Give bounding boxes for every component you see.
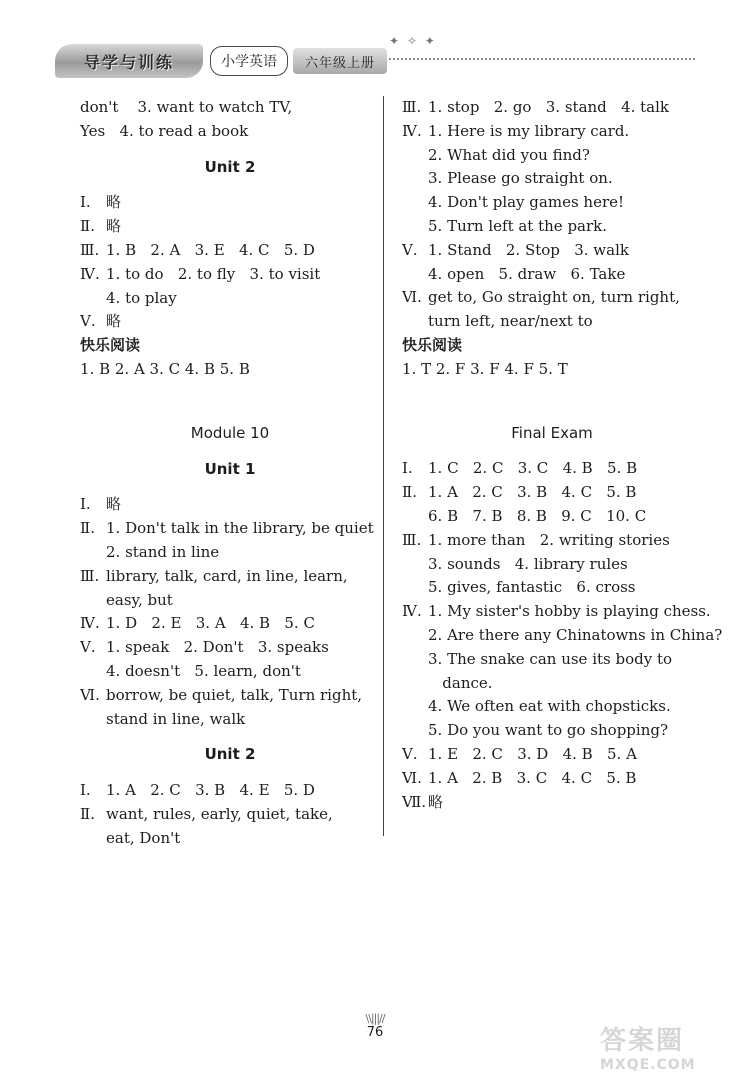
answer-text: 略 [106,495,122,514]
answer-text: 略 [428,792,444,811]
answer-text: 1. more than 2. writing stories [428,530,670,549]
answer-text: 4. open 5. draw 6. Take [428,264,626,283]
answer-text: 5. Turn left at the park. [428,216,608,235]
page-number: 76 [366,1025,384,1040]
watermark-url: MXQE.COM [600,1057,696,1073]
answer-line [80,660,380,684]
final-exam-answers [402,457,723,814]
item-numeral: Ⅴ. [80,638,96,657]
answer-line [402,191,702,215]
item-numeral: Ⅱ. [402,483,417,502]
answer-line [402,505,702,529]
answer-text: 4. doesn't 5. learn, don't [106,661,301,680]
item-numeral: Ⅱ. [80,217,95,236]
reading-answers-right: 1. T 2. F 3. F 4. F 5. T [402,359,568,378]
answer-line [402,215,702,239]
answer-text: get to, Go straight on, turn right, [428,288,680,307]
answer-line [80,684,380,708]
stars-icon: ✦ ✧ ✦ [389,34,437,48]
answer-line [80,565,380,589]
answer-line [80,612,380,636]
unit2-answers [80,191,380,334]
item-numeral: Ⅲ. [402,530,422,549]
series-badge [55,44,203,78]
answer-line: don't 3. want to watch TV, [80,98,293,116]
answer-line [402,576,702,600]
answer-line [402,310,702,334]
answer-line [402,239,702,263]
answer-line [80,827,380,851]
module10-title: Module 10 [190,423,270,442]
answer-line [402,167,702,191]
answer-line [402,791,702,815]
answer-line [402,457,702,481]
answer-line [80,191,380,215]
subject-label: 小学英语 [210,46,288,76]
answer-line [80,636,380,660]
answer-text: 4. We often eat with chopsticks. [428,697,671,716]
answer-line [402,767,702,791]
answer-text: stand in line, walk [106,709,246,728]
answer-line [402,120,702,144]
answer-text: 3. sounds 4. library rules [428,554,628,573]
answer-line [402,144,702,168]
answer-line [80,263,380,287]
answer-text: 3. Please go straight on. [428,169,613,188]
answer-line [80,708,380,732]
item-numeral: Ⅱ. [80,519,95,538]
answer-text: 5. Do you want to go shopping? [428,721,668,740]
answer-text: 4. Don't play games here! [428,193,625,212]
item-numeral: Ⅶ. [402,792,427,811]
header-dotted-rule [389,58,695,60]
item-numeral: Ⅵ. [402,768,422,787]
page-header [55,36,695,86]
m10-unit2-title: Unit 2 [204,745,256,764]
answer-line [402,263,702,287]
answer-text: 略 [106,217,122,236]
answer-text: 1. stop 2. go 3. stand 4. talk [428,98,670,116]
answer-text: 6. B 7. B 8. B 9. C 10. C [428,506,647,525]
item-numeral: Ⅳ. [402,121,422,140]
answer-text: 2. Are there any Chinatowns in China? [428,625,723,644]
answer-line [80,517,380,541]
answer-text: library, talk, card, in line, learn, [106,566,348,585]
answer-text: 1. A 2. C 3. B 4. C 5. B [428,483,637,502]
answer-text: turn left, near/next to [428,312,593,331]
answer-text: 1. D 2. E 3. A 4. B 5. C [106,614,315,633]
answer-text: 略 [106,312,122,331]
answer-line [80,493,380,517]
item-numeral: Ⅰ. [80,193,91,212]
answer-line [80,779,380,803]
right-top-answers [402,96,702,334]
sun-icon: \\|||// [365,1012,385,1025]
answer-line [402,624,723,648]
item-numeral: Ⅳ. [402,602,422,621]
answer-text: want, rules, early, quiet, take, [106,804,333,823]
item-numeral: Ⅳ. [80,264,100,283]
answer-line [402,286,702,310]
m10-unit1-title: Unit 1 [204,459,256,478]
answer-text: 1. Here is my library card. [428,121,630,140]
reading-answers: 1. B 2. A 3. C 4. B 5. B [80,359,250,378]
answer-text: 2. What did you find? [428,145,590,164]
answer-line [402,600,711,624]
answer-line [402,743,702,767]
answer-text: 1. to do 2. to fly 3. to visit [106,264,321,283]
series-title: 导学与训练 [83,52,174,72]
item-numeral: Ⅲ. [80,240,100,259]
item-numeral: Ⅵ. [80,685,100,704]
answer-text: 2. stand in line [106,542,220,561]
answer-text: 1. Stand 2. Stop 3. walk [428,240,629,259]
answer-line [402,672,702,696]
item-numeral: Ⅰ. [80,495,91,514]
item-numeral: Ⅳ. [80,614,100,633]
answer-text: 1. A 2. B 3. C 4. C 5. B [428,768,637,787]
answer-text: 1. B 2. A 3. E 4. C 5. D [106,240,315,259]
answer-text: 1. Don't talk in the library, be quiet [106,519,374,538]
item-numeral: Ⅴ. [402,240,418,259]
watermark-title: 答案圈 [600,1026,685,1056]
answer-line [402,695,702,719]
answer-line [402,96,702,120]
answer-line [80,287,380,311]
answer-text: borrow, be quiet, talk, Turn right, [106,685,363,704]
answer-text: 1. My sister's hobby is playing chess. [428,602,711,621]
answer-text: easy, but [106,590,173,609]
grade-label: 六年级上册 [293,48,387,74]
answer-line [80,589,380,613]
answer-line [80,215,380,239]
m10-unit1-answers [80,493,380,731]
final-exam-title: Final Exam [511,423,593,442]
answer-line [402,553,702,577]
watermark-logo [600,1020,740,1073]
item-numeral: Ⅴ. [402,744,418,763]
answer-text: eat, Don't [106,828,181,847]
answer-line [80,310,380,334]
item-numeral: Ⅵ. [402,288,422,307]
answer-text: dance. [428,673,493,692]
answer-text: 1. A 2. C 3. B 4. E 5. D [106,781,315,800]
answer-line [402,481,702,505]
answer-text: 1. C 2. C 3. C 4. B 5. B [428,459,638,478]
item-numeral: Ⅴ. [80,312,96,331]
reading-title: 快乐阅读 [80,336,141,355]
answer-line [402,719,702,743]
page-footer [330,1012,420,1052]
item-numeral: Ⅱ. [80,804,95,823]
m10-unit2-answers [80,779,380,850]
item-numeral: Ⅲ. [80,566,100,585]
reading-title-right: 快乐阅读 [402,335,463,354]
answer-text: 1. speak 2. Don't 3. speaks [106,638,329,657]
answer-line [80,239,380,263]
column-divider [383,96,384,836]
answer-line [402,648,702,672]
answer-text: 5. gives, fantastic 6. cross [428,578,636,597]
item-numeral: Ⅲ. [402,98,422,116]
left-column [80,96,380,851]
right-column [402,96,723,814]
answer-text: 1. E 2. C 3. D 4. B 5. A [428,744,637,763]
left-top-answers [80,96,380,144]
answer-text: 略 [106,193,122,212]
unit2-title: Unit 2 [204,157,256,176]
answer-text: 4. to play [106,288,177,307]
item-numeral: Ⅰ. [80,781,91,800]
answer-line: Yes 4. to read a book [80,121,249,140]
answer-line [80,803,380,827]
item-numeral: Ⅰ. [402,459,413,478]
answer-text: 3. The snake can use its body to [428,649,673,668]
answer-line [402,529,702,553]
answer-line [80,541,380,565]
